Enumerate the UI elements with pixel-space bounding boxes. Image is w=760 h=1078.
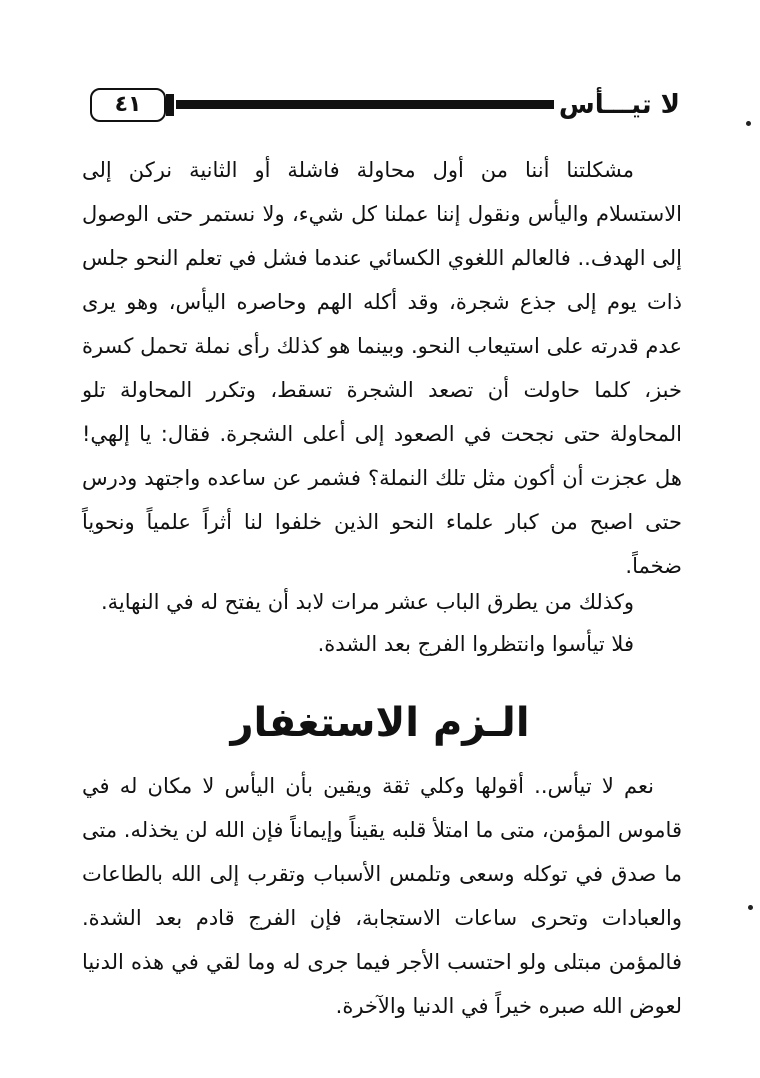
paragraph-kisai-story: مشكلتنا أننا من أول محاولة فاشلة أو الثانية نركن إلى الاستسلام واليأس ونقول إننا عملنا كل شيء، ولا نستمر حتى الوصول إلى الهدف.. فالعالم اللغوي الكسائي عندما فشل في تعلم النحو جلس ذات يوم إلى جذع شجرة، وقد أكله الهم وحاصره اليأس، وهو يرى عدم قدرته على استيعاب النحو. وبينما هو كذلك رأى نملة تحمل كسرة خبز، كلما حاولت أن تصعد الشجرة تسقط، وتكرر المحاولة تلو المحاولة حتى نجحت في الصعود إلى أعلى الشجرة. فقال: يا إلهي! هل عجزت أن أكون مثل تلك النملة؟ فشمر عن ساعده واجتهد ودرس حتى اصبح من كبار علماء النحو الذين خلفوا لنا أثراً علمياً ونحوياً ضخماً. (82, 158, 682, 578)
paragraph-knocking-door: وكذلك من يطرق الباب عشر مرات لابد أن يفتح له في النهاية. (101, 590, 634, 614)
margin-dot (748, 905, 753, 910)
page-header (88, 86, 684, 136)
header-rule (176, 100, 554, 109)
margin-dot (746, 121, 751, 126)
section-title: الـزم الاستغفار (230, 700, 530, 746)
paragraph-believer-hope: نعم لا تيأس.. أقولها وكلي ثقة ويقين بأن اليأس لا مكان له في قاموس المؤمن، متى ما امتلأ قلبه يقيناً وإيماناً فإن الله لن يخذله. متى ما صدق في توكله وسعى وتلمس الأسباب وتقرب إلى الله بالطاعات والعبادات وتحرى ساعات الاستجابة، فإن الفرج قادم بعد الشدة. فالمؤمن مبتلى ولو احتسب الأجر فيما جرى له وما لقي في هذه الدنيا لعوض الله صبره خيراً في الدنيا والآخرة. (82, 774, 682, 1018)
running-title: لا تيـــأس (558, 90, 680, 120)
page-number-box-tick (166, 94, 174, 116)
paragraph-do-not-despair: فلا تيأسوا وانتظروا الفرج بعد الشدة. (317, 632, 634, 656)
page-number: ٤١ (90, 88, 166, 122)
